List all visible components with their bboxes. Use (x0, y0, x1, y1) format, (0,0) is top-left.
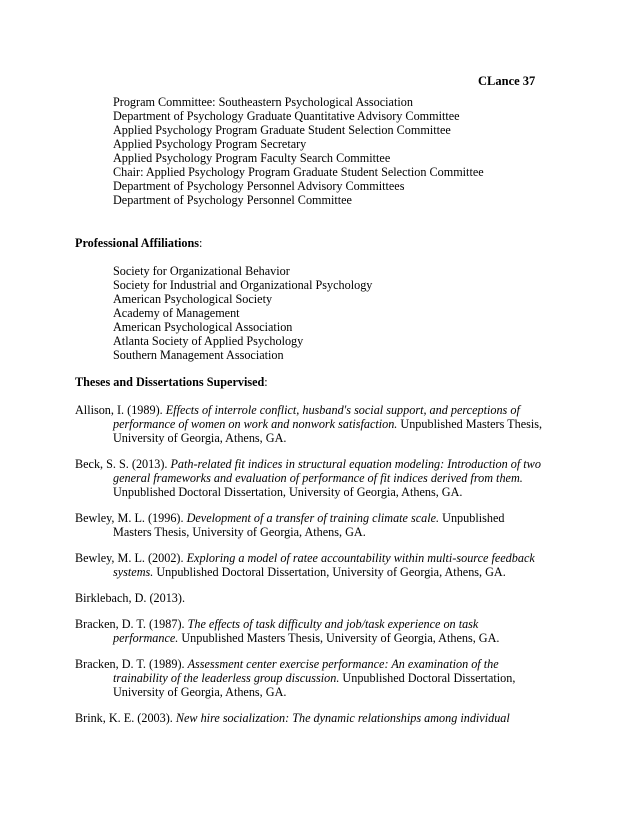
citation-source: Masters Thesis, University of Georgia, Athens, GA. (113, 525, 366, 539)
citation-line (75, 657, 615, 671)
citation-author: Bewley, M. L. (1996). (75, 511, 187, 525)
theses-heading (75, 375, 268, 389)
committee-item: Department of Psychology Graduate Quantitative Advisory Committee (113, 109, 460, 123)
citation-entry (75, 457, 615, 499)
citation-source: Unpublished Doctoral Dissertation, University of Georgia, Athens, GA. (153, 565, 506, 579)
citation-source: Unpublished Doctoral Dissertation, (339, 671, 516, 685)
citation-line (75, 671, 615, 685)
committee-item: Department of Psychology Personnel Advisory Committees (113, 179, 405, 193)
citation-title: Effects of interrole conflict, husband's social support, and perceptions of (165, 403, 520, 417)
citation-line (75, 711, 615, 725)
citation-line (75, 485, 615, 499)
affiliation-item: American Psychological Association (113, 320, 293, 334)
affiliation-item: Academy of Management (113, 306, 240, 320)
citation-source: Unpublished (439, 511, 505, 525)
citation-entry (75, 403, 615, 445)
committee-item: Applied Psychology Program Graduate Student Selection Committee (113, 123, 451, 137)
citation-entry (75, 711, 615, 725)
citation-source: University of Georgia, Athens, GA. (113, 685, 287, 699)
citation-source: Unpublished Masters Thesis, (397, 417, 543, 431)
affiliation-item: Society for Industrial and Organizational Psychology (113, 278, 373, 292)
committee-list (113, 95, 484, 207)
citation-line (75, 631, 615, 645)
citation-line (75, 591, 615, 605)
citation-title: general frameworks and evaluation of performance of fit indices derived from them. (113, 471, 523, 485)
citation-line (75, 617, 615, 631)
committee-item: Department of Psychology Personnel Committee (113, 193, 352, 207)
theses-list (75, 403, 615, 737)
citation-author: Brink, K. E. (2003). (75, 711, 176, 725)
citation-author: Birklebach, D. (2013). (75, 591, 185, 605)
citation-title: Development of a transfer of training climate scale. (186, 511, 440, 525)
citation-title: Exploring a model of ratee accountability within multi-source feedback (186, 551, 535, 565)
citation-title: trainability of the leaderless group discussion. (113, 671, 340, 685)
running-head: CLance 37 (478, 74, 536, 88)
citation-line (75, 685, 615, 699)
citation-author: Bracken, D. T. (1989). (75, 657, 188, 671)
citation-title: Assessment center exercise performance: An examination of the (187, 657, 499, 671)
citation-source: Unpublished Doctoral Dissertation, University of Georgia, Athens, GA. (113, 485, 463, 499)
citation-line (75, 471, 615, 485)
committee-item: Chair: Applied Psychology Program Graduate Student Selection Committee (113, 165, 484, 179)
citation-title: performance. (113, 631, 179, 645)
citation-title: systems. (113, 565, 154, 579)
citation-title: New hire socialization: The dynamic relationships among individual (175, 711, 510, 725)
citation-entry (75, 511, 615, 539)
citation-entry (75, 657, 615, 699)
citation-entry (75, 617, 615, 645)
theses-colon: : (264, 375, 268, 389)
affiliation-item: Atlanta Society of Applied Psychology (113, 334, 304, 348)
affiliation-item: American Psychological Society (113, 292, 273, 306)
citation-title: Path-related fit indices in structural equation modeling: Introduction of two (170, 457, 541, 471)
citation-title: performance of women on work and nonwork satisfaction. (113, 417, 398, 431)
citation-source: University of Georgia, Athens, GA. (113, 431, 287, 445)
citation-line (75, 431, 615, 445)
citation-line (75, 565, 615, 579)
citation-author: Beck, S. S. (2013). (75, 457, 171, 471)
affiliations-heading (75, 236, 202, 250)
affiliations-title: Professional Affiliations (75, 236, 200, 250)
citation-line (75, 417, 615, 431)
citation-line (75, 525, 615, 539)
theses-title: Theses and Dissertations Supervised (75, 375, 265, 389)
citation-line (75, 551, 615, 565)
affiliation-item: Society for Organizational Behavior (113, 264, 290, 278)
committee-item: Applied Psychology Program Secretary (113, 137, 307, 151)
citation-entry (75, 551, 615, 579)
affiliation-list (113, 264, 372, 362)
citation-entry (75, 591, 615, 605)
citation-title: The effects of task difficulty and job/task experience on task (187, 617, 479, 631)
citation-author: Allison, I. (1989). (75, 403, 166, 417)
affiliation-item: Southern Management Association (113, 348, 284, 362)
committee-item: Program Committee: Southeastern Psychological Association (113, 95, 413, 109)
citation-author: Bewley, M. L. (2002). (75, 551, 187, 565)
citation-author: Bracken, D. T. (1987). (75, 617, 188, 631)
affiliations-colon: : (199, 236, 203, 250)
citation-line (75, 511, 615, 525)
citation-source: Unpublished Masters Thesis, University of Georgia, Athens, GA. (178, 631, 500, 645)
citation-line (75, 457, 615, 471)
citation-line (75, 403, 615, 417)
committee-item: Applied Psychology Program Faculty Search Committee (113, 151, 391, 165)
